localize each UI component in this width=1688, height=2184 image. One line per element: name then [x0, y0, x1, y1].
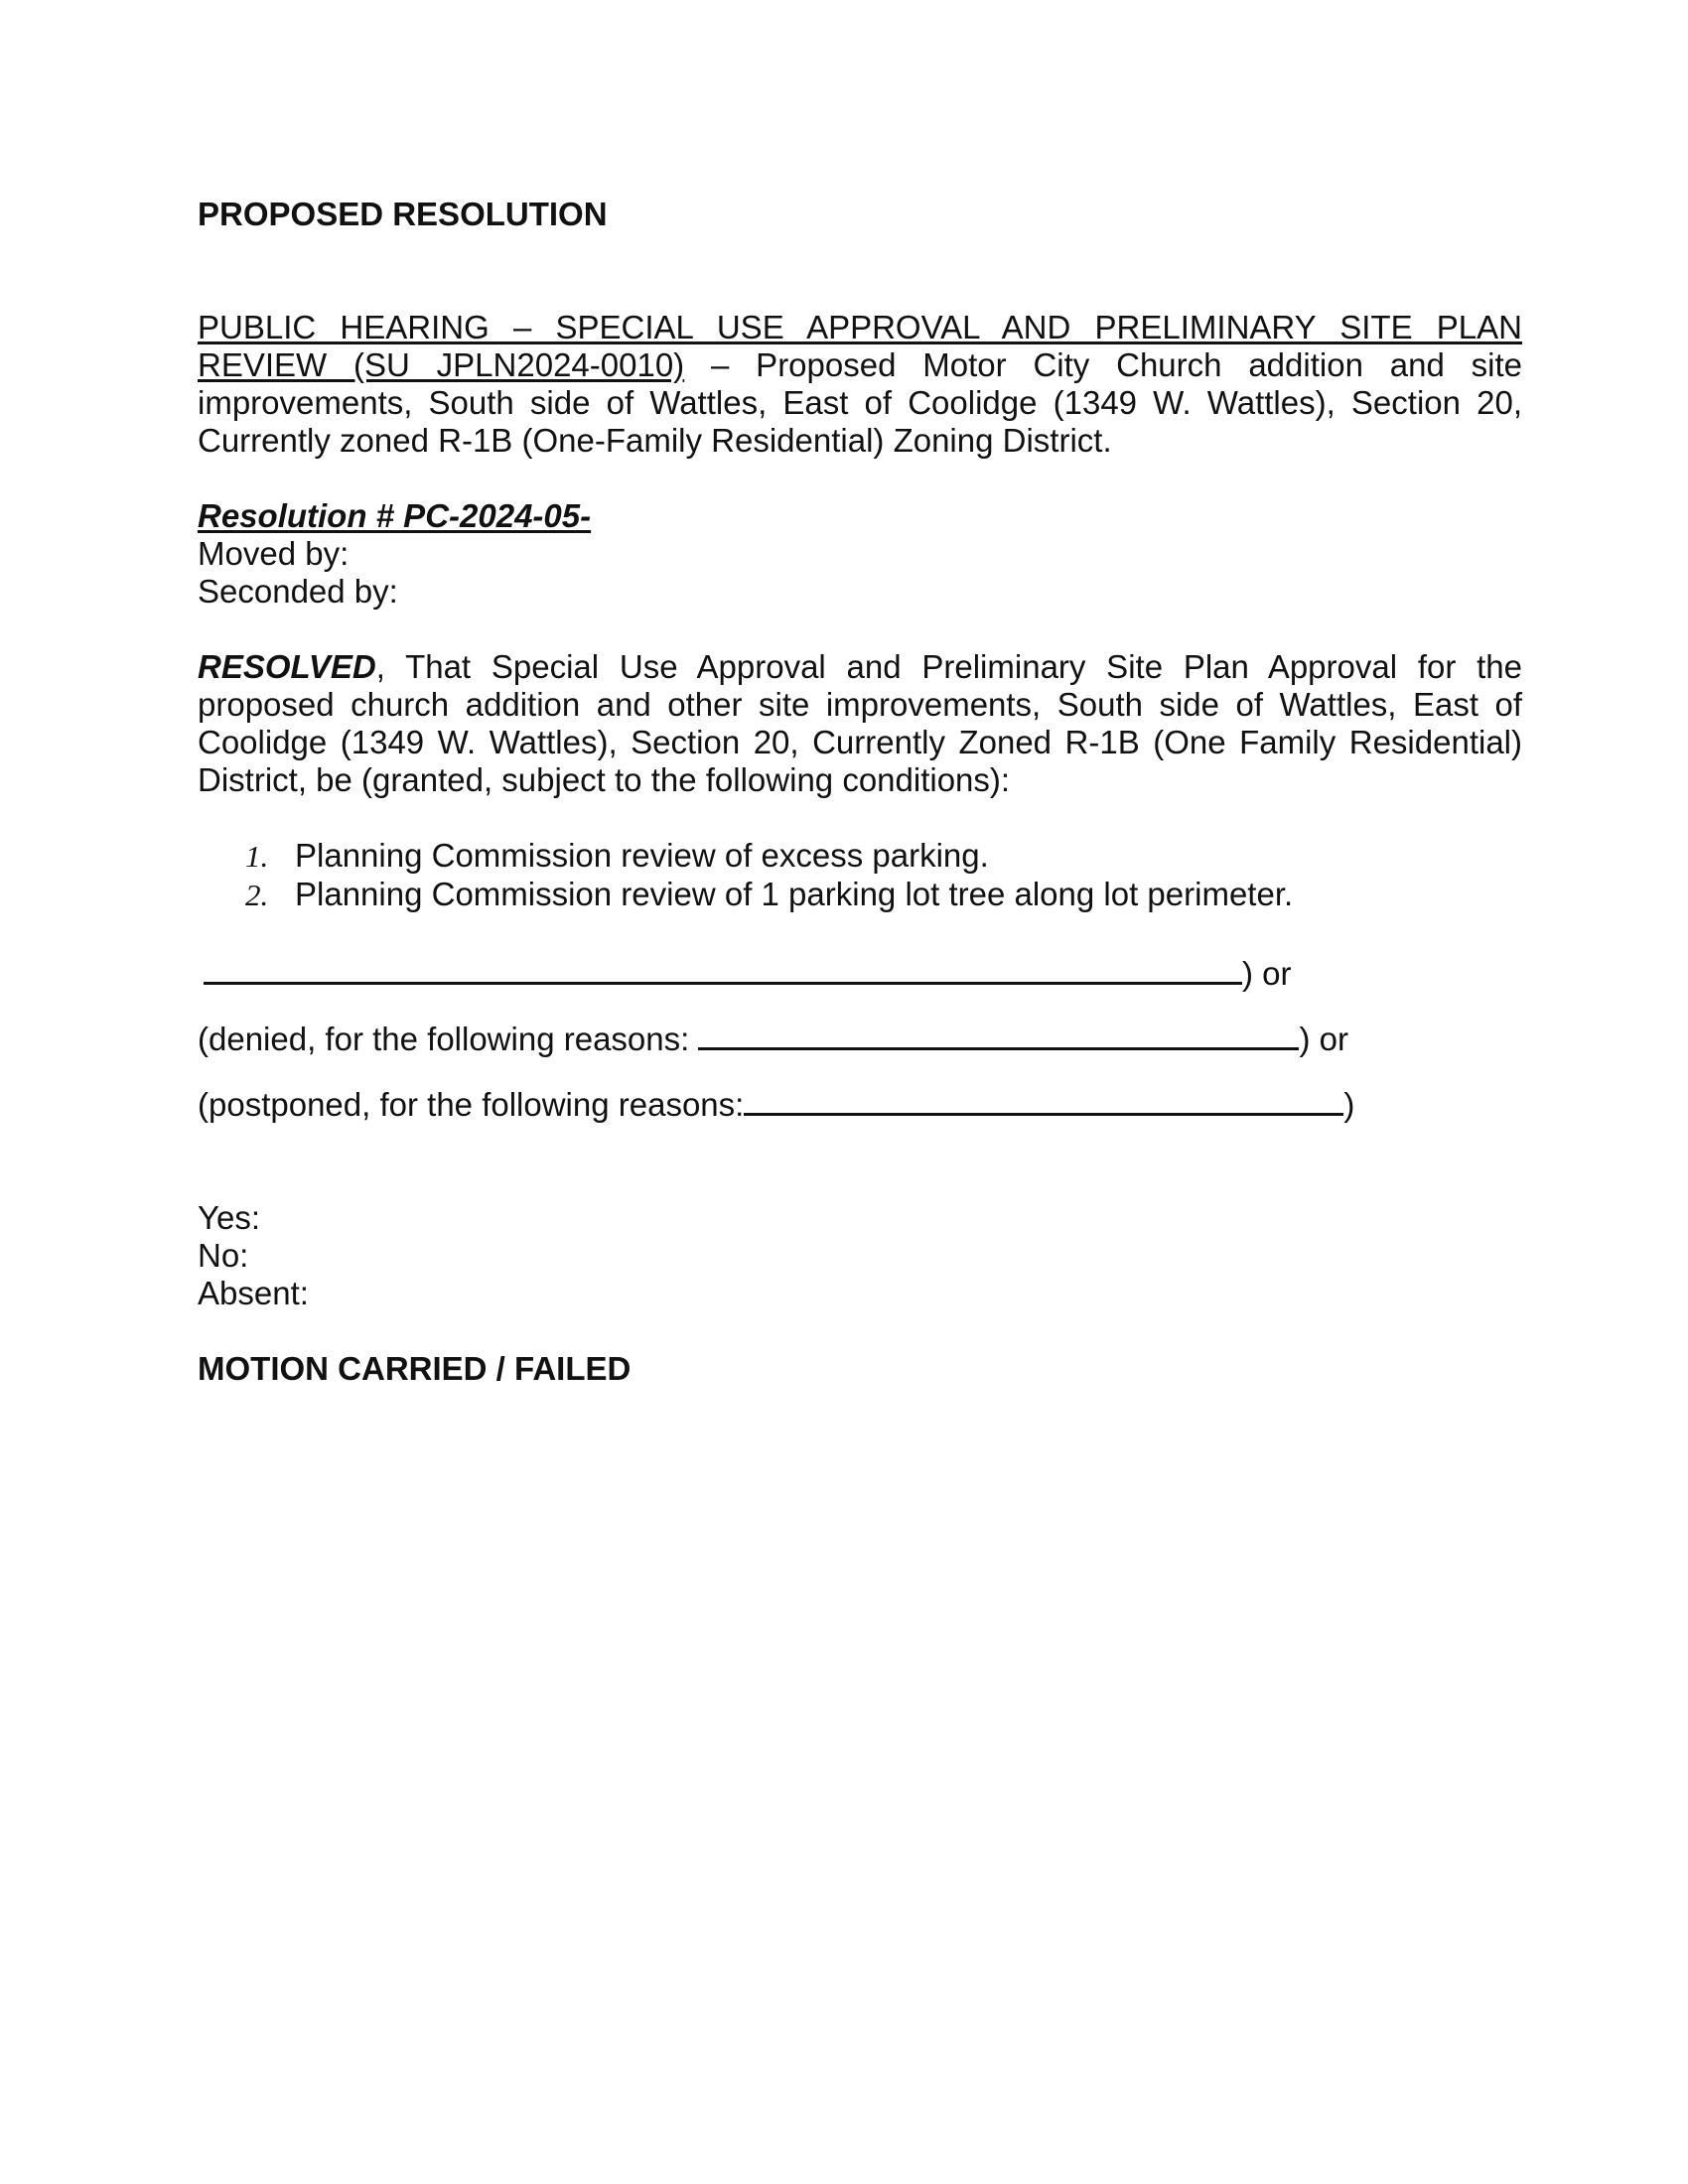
granted-suffix: ) or	[1242, 955, 1292, 992]
moved-by-label: Moved by:	[198, 535, 350, 572]
document-content	[198, 196, 1522, 1388]
public-hearing-paragraph	[198, 309, 1522, 460]
denied-row	[198, 1018, 1522, 1058]
hearing-description: – Proposed Motor City Church addition and site improvements, South side of Wattles, East of Coolidge (1349 W. Wattles), Section 20, Currently zoned R-1B (One-Family Residential) Zoning District.	[198, 346, 1522, 459]
denied-suffix: ) or	[1299, 1021, 1348, 1057]
vote-tally	[198, 1199, 1522, 1312]
postponed-label: (postponed, for the following reasons:	[198, 1086, 745, 1123]
hearing-heading-line2: REVIEW (SU JPLN2024-0010)	[198, 346, 685, 383]
granted-row	[198, 952, 1522, 993]
denied-blank-line[interactable]	[698, 1018, 1299, 1050]
resolved-keyword: RESOLVED	[198, 648, 376, 685]
resolution-header	[198, 497, 1522, 611]
absent-label: Absent:	[198, 1275, 309, 1311]
resolved-paragraph	[198, 648, 1522, 799]
document-title: PROPOSED RESOLUTION	[198, 196, 608, 232]
postponed-blank-line[interactable]	[744, 1083, 1343, 1116]
motion-result: MOTION CARRIED / FAILED	[198, 1350, 632, 1387]
yes-label: Yes:	[198, 1199, 261, 1236]
no-label: No:	[198, 1237, 249, 1274]
condition-number: 1.	[245, 839, 269, 874]
hearing-heading-line1: PUBLIC HEARING – SPECIAL USE APPROVAL AND PRELIMINARY SITE PLAN	[198, 309, 1522, 345]
granted-blank-line[interactable]	[204, 952, 1242, 985]
resolution-number: Resolution # PC-2024-05-	[198, 497, 592, 534]
postponed-suffix: )	[1343, 1086, 1355, 1123]
seconded-by-label: Seconded by:	[198, 573, 398, 610]
list-item	[198, 876, 1522, 914]
list-item	[198, 837, 1522, 876]
resolved-text: , That Special Use Approval and Preliminary Site Plan Approval for the proposed church addition and other site improvements, South side of Wattles, East of Coolidge (1349 W. Wattles), Section 20, Currently Zoned R-1B (One Family Residential) District, be (granted, subject to the following conditions):	[198, 648, 1522, 798]
conditions-list	[198, 837, 1522, 914]
condition-text: Planning Commission review of excess parking.	[295, 837, 989, 874]
condition-text: Planning Commission review of 1 parking lot tree along lot perimeter.	[295, 876, 1294, 912]
condition-number: 2.	[245, 878, 269, 912]
denied-label: (denied, for the following reasons:	[198, 1021, 699, 1057]
postponed-row	[198, 1083, 1522, 1124]
